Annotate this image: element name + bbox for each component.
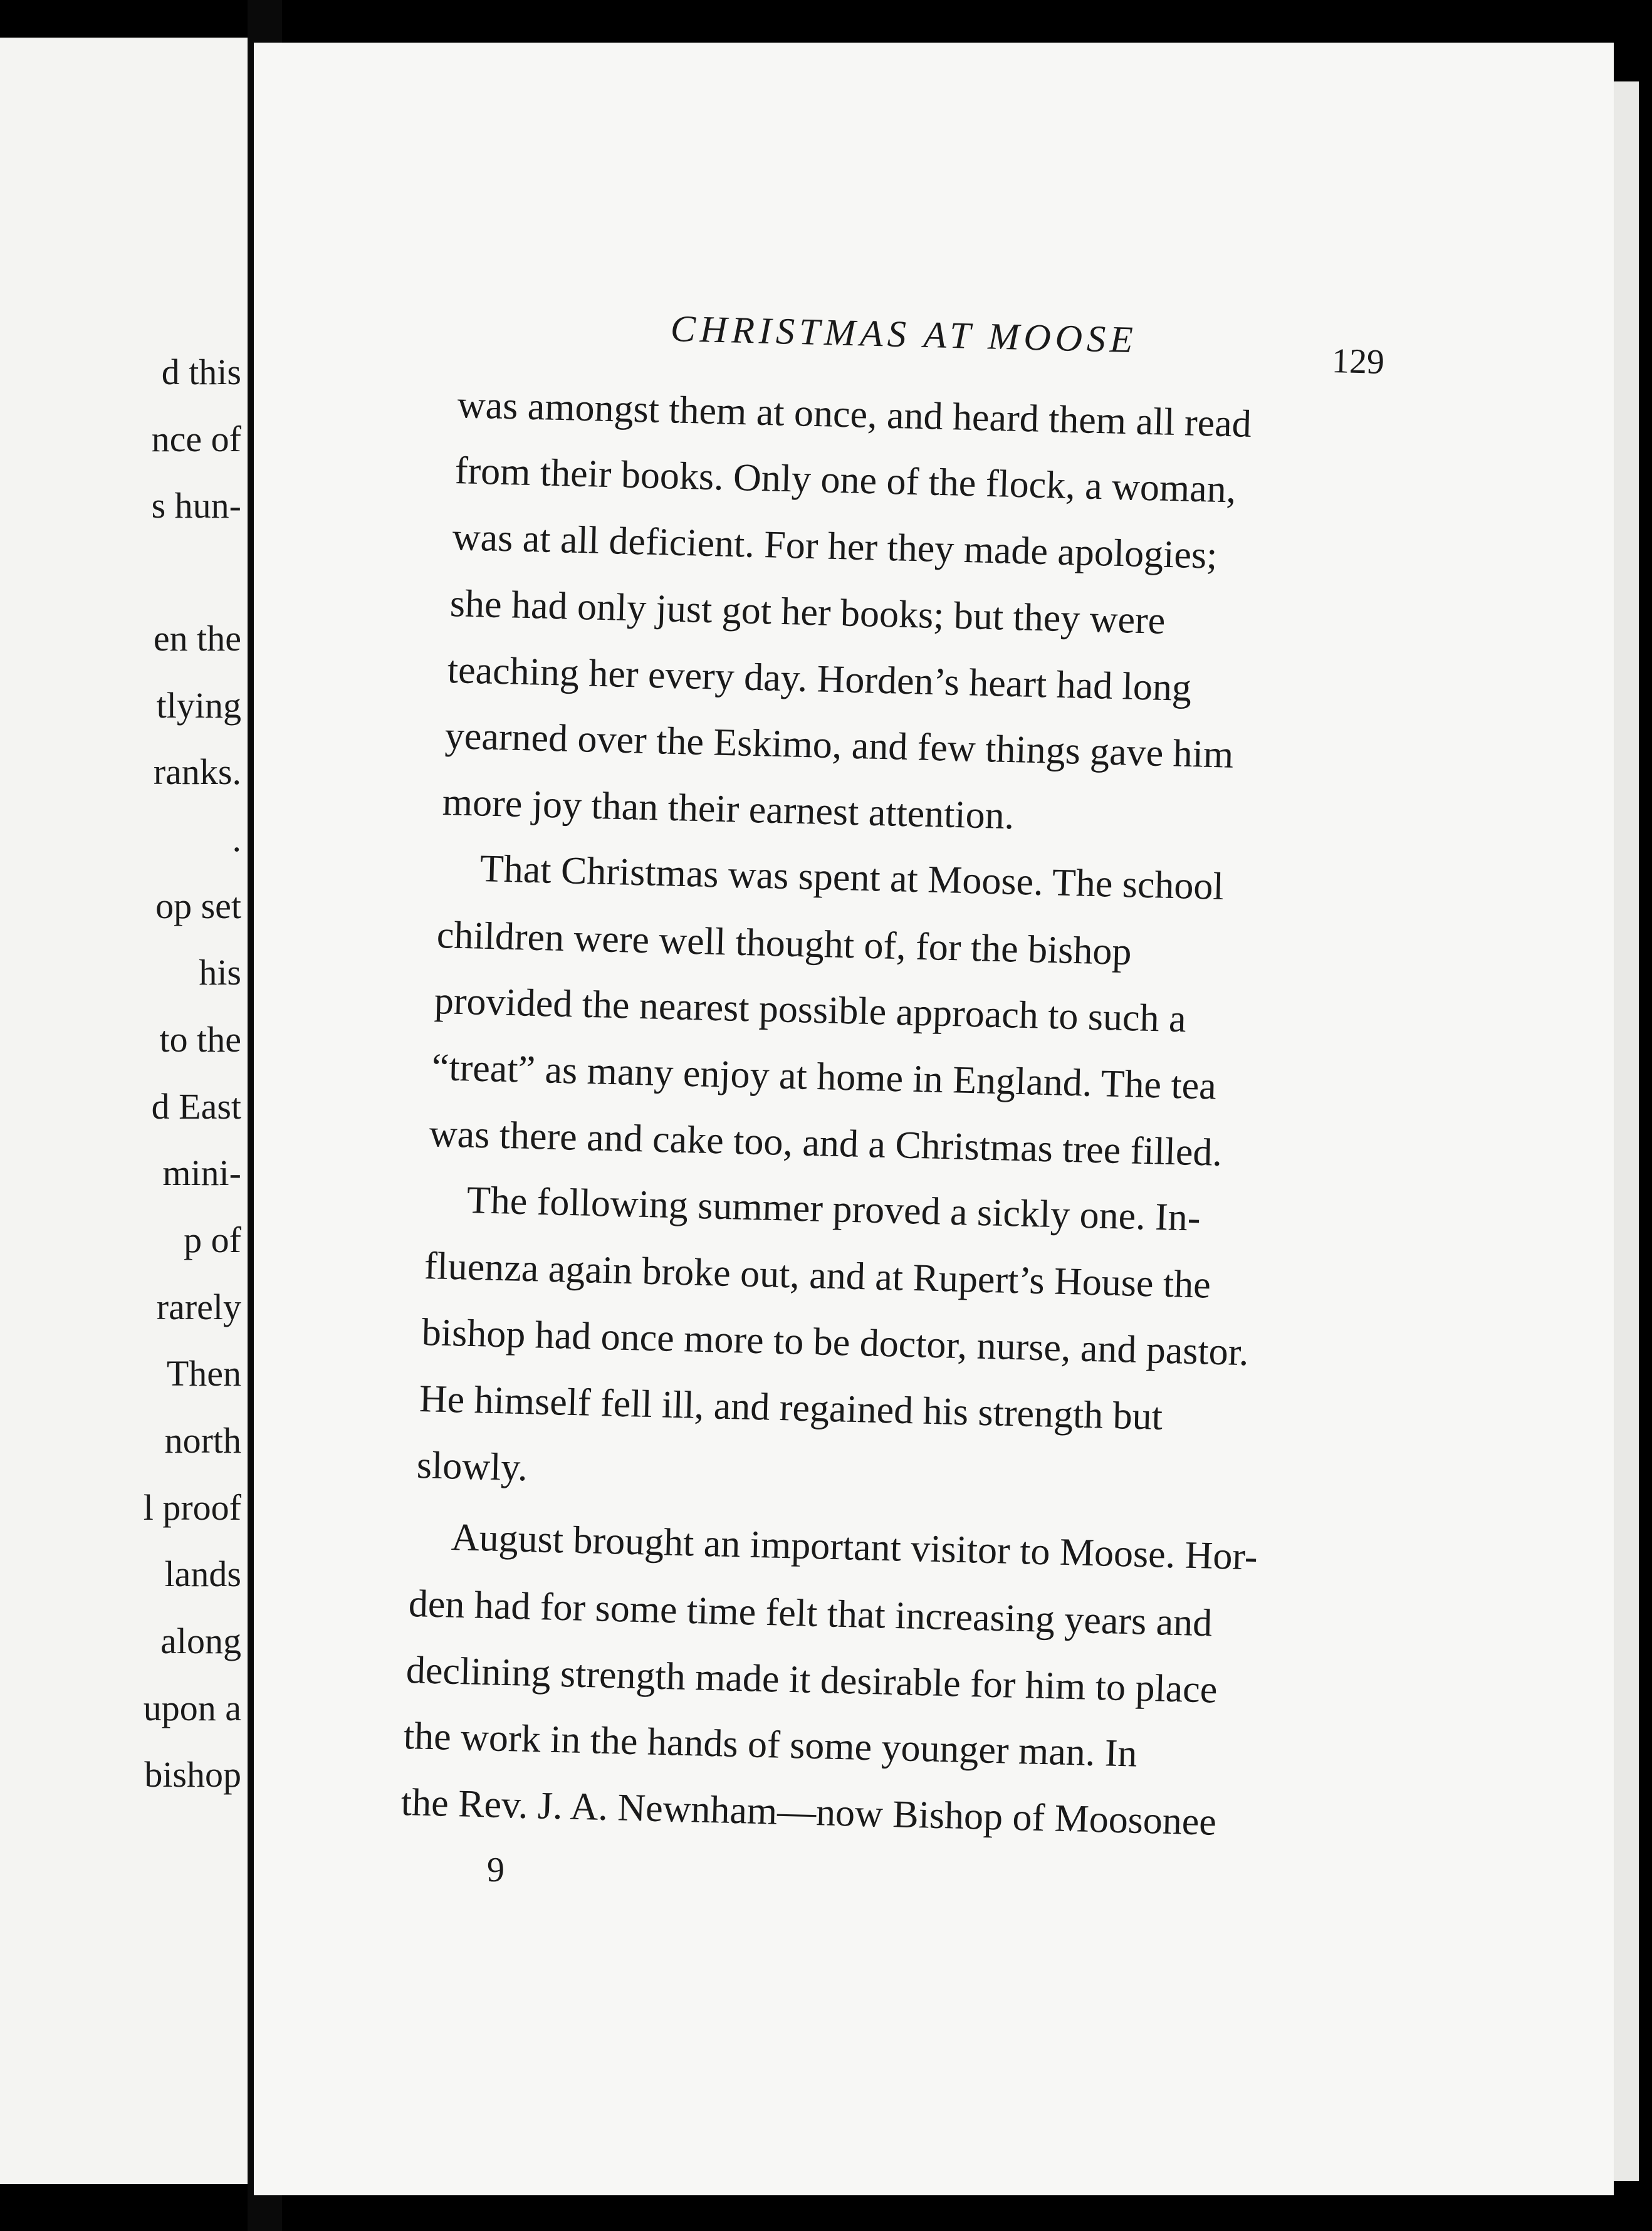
- body-line: she had only just got her books; but they were: [449, 582, 1166, 642]
- left-page-fragment: bishop: [144, 1754, 241, 1795]
- body-line: “treat” as many enjoy at home in England. The tea: [431, 1046, 1217, 1108]
- page-edge: [1614, 81, 1639, 2181]
- left-page-fragment: to the: [159, 1019, 241, 1060]
- left-page-fragment: l proof: [143, 1487, 241, 1528]
- body-line: yearned over the Eskimo, and few things gave him: [444, 714, 1235, 776]
- body-line: the work in the hands of some younger man. In: [403, 1715, 1138, 1775]
- running-head: CHRISTMAS AT MOOSE: [670, 308, 1138, 361]
- page-number: 129: [1331, 341, 1385, 382]
- body-line: den had for some time felt that increasing years and: [408, 1582, 1213, 1645]
- left-page-fragment: his: [199, 952, 241, 993]
- left-page-fragment: Then: [166, 1353, 241, 1394]
- body-line: That Christmas was spent at Moose. The school: [479, 847, 1225, 908]
- body-line: The following summer proved a sickly one. In-: [466, 1179, 1201, 1240]
- body-line: the Rev. J. A. Newnham—now Bishop of Moosonee: [400, 1781, 1217, 1844]
- left-page-fragment: north: [164, 1420, 241, 1461]
- left-page-fragment: p of: [184, 1220, 241, 1260]
- body-line: was there and cake too, and a Christmas tree filled.: [429, 1112, 1223, 1174]
- left-page-fragment: op set: [155, 886, 241, 926]
- signature-mark: 9: [487, 1851, 504, 1889]
- left-page-fragment: d East: [151, 1086, 241, 1127]
- body-line: more joy than their earnest attention.: [442, 781, 1015, 838]
- body-line: fluenza again broke out, and at Rupert’s House the: [424, 1245, 1211, 1307]
- body-line: bishop had once more to be doctor, nurse, and pastor.: [421, 1311, 1250, 1374]
- left-page-fragment: nce of: [151, 419, 241, 459]
- left-page-fragment: mini-: [162, 1152, 241, 1193]
- left-page-fragment: d this: [161, 352, 241, 392]
- body-line: declining strength made it desirable for him to place: [405, 1649, 1218, 1711]
- body-line: children were well thought of, for the bishop: [436, 914, 1132, 974]
- body-line: from their books. Only one of the flock, a woman,: [454, 449, 1237, 511]
- left-page-fragment: rarely: [156, 1287, 241, 1327]
- left-page-fragment: s hun-: [151, 485, 241, 526]
- left-page-fragment: lands: [164, 1554, 241, 1594]
- left-page-fragment: tlying: [156, 685, 241, 726]
- left-page-fragment: .: [232, 818, 241, 859]
- body-line: was amongst them at once, and heard them all read: [457, 384, 1252, 446]
- body-line: August brought an important visitor to Moose. Hor-: [451, 1516, 1258, 1579]
- facing-page-left: [0, 38, 248, 2184]
- left-page-fragment: along: [160, 1621, 241, 1661]
- body-line: provided the nearest possible approach to such a: [434, 980, 1187, 1041]
- body-line: He himself fell ill, and regained his strength but: [419, 1377, 1163, 1438]
- left-page-fragment: en the: [153, 618, 241, 659]
- body-line: teaching her every day. Horden’s heart had long: [447, 649, 1192, 709]
- body-line: slowly.: [416, 1444, 528, 1490]
- left-page-fragment: upon a: [143, 1688, 241, 1728]
- left-page-fragment: ranks.: [153, 751, 241, 792]
- body-line: was at all deficient. For her they made apologies;: [452, 516, 1218, 577]
